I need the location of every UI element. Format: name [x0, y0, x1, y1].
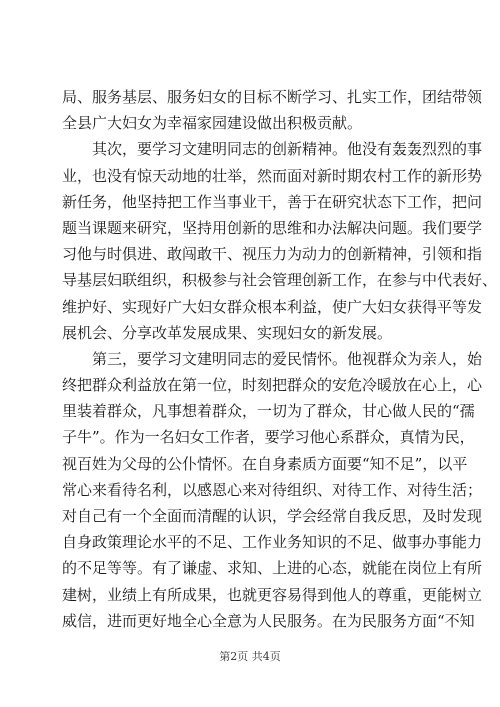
- text-line: 里装着群众，凡事想着群众，一切为了群众，甘心做人民的“孺: [62, 402, 475, 421]
- text-line: 展机会、分享改革发展成果、实现妇女的新发展。: [62, 323, 393, 342]
- text-line: 视百姓为父母的公仆情怀。在自身素质方面要“知不足”，以平: [62, 454, 468, 473]
- text-line: 全县广大妇女为幸福家园建设做出积极贡献。: [62, 114, 363, 133]
- page-number-footer: 第2页 共4页: [219, 650, 281, 663]
- paragraph: [62, 84, 483, 136]
- text-line: 维护好、实现好广大妇女群众根本利益，使广大妇女获得平等发: [62, 297, 483, 316]
- text-line: 业，也没有惊天动地的壮举，然而面对新时期农村工作的新形势: [62, 166, 483, 185]
- text-line: 对自己有一个全面而清醒的认识，学会经常自我反思，及时发现: [62, 507, 483, 525]
- text-line: 局、服务基层、服务妇女的目标不断学习、扎实工作，团结带领: [62, 88, 483, 106]
- text-line: 子牛”。作为一名妇女工作者，要学习他心系群众，真情为民，: [62, 428, 475, 447]
- text-line: 威信，进而更好地全心全意为人民服务。在为民服务方面“不知: [62, 611, 475, 630]
- text-line: 导基层妇联组织，积极参与社会管理创新工作，在参与中代表好、: [62, 271, 498, 290]
- text-line: 习他与时俱进、敢闯敢干、视压力为动力的创新精神，引领和指: [62, 245, 483, 264]
- paragraph: [62, 136, 498, 346]
- text-line: 终把群众利益放在第一位，时刻把群众的安危冷暖放在心上，心: [62, 376, 483, 395]
- text-line: 新任务，他坚持把工作当事业干，善于在研究状态下工作，把问: [62, 192, 483, 211]
- text-line: 常心来看待名利，以感恩心来对待组织、对待工作、对待生活；: [62, 480, 483, 499]
- paragraph: [62, 346, 483, 634]
- document-body: [62, 84, 498, 634]
- text-line: 第三，要学习文建明同志的爱民情怀。他视群众为亲人，始: [92, 349, 483, 368]
- text-line: 题当课题来研究，坚持用创新的思维和办法解决问题。我们要学: [62, 218, 483, 237]
- text-line: 自身政策理论水平的不足、工作业务知识的不足、做事办事能力: [62, 533, 483, 552]
- text-line: 的不足等等。有了谦虚、求知、上进的心态，就能在岗位上有所: [62, 559, 483, 578]
- text-line: 其次，要学习文建明同志的创新精神。他没有轰轰烈烈的事: [92, 140, 483, 159]
- text-line: 建树，业绩上有所成果，也就更容易得到他人的尊重，更能树立: [62, 585, 483, 604]
